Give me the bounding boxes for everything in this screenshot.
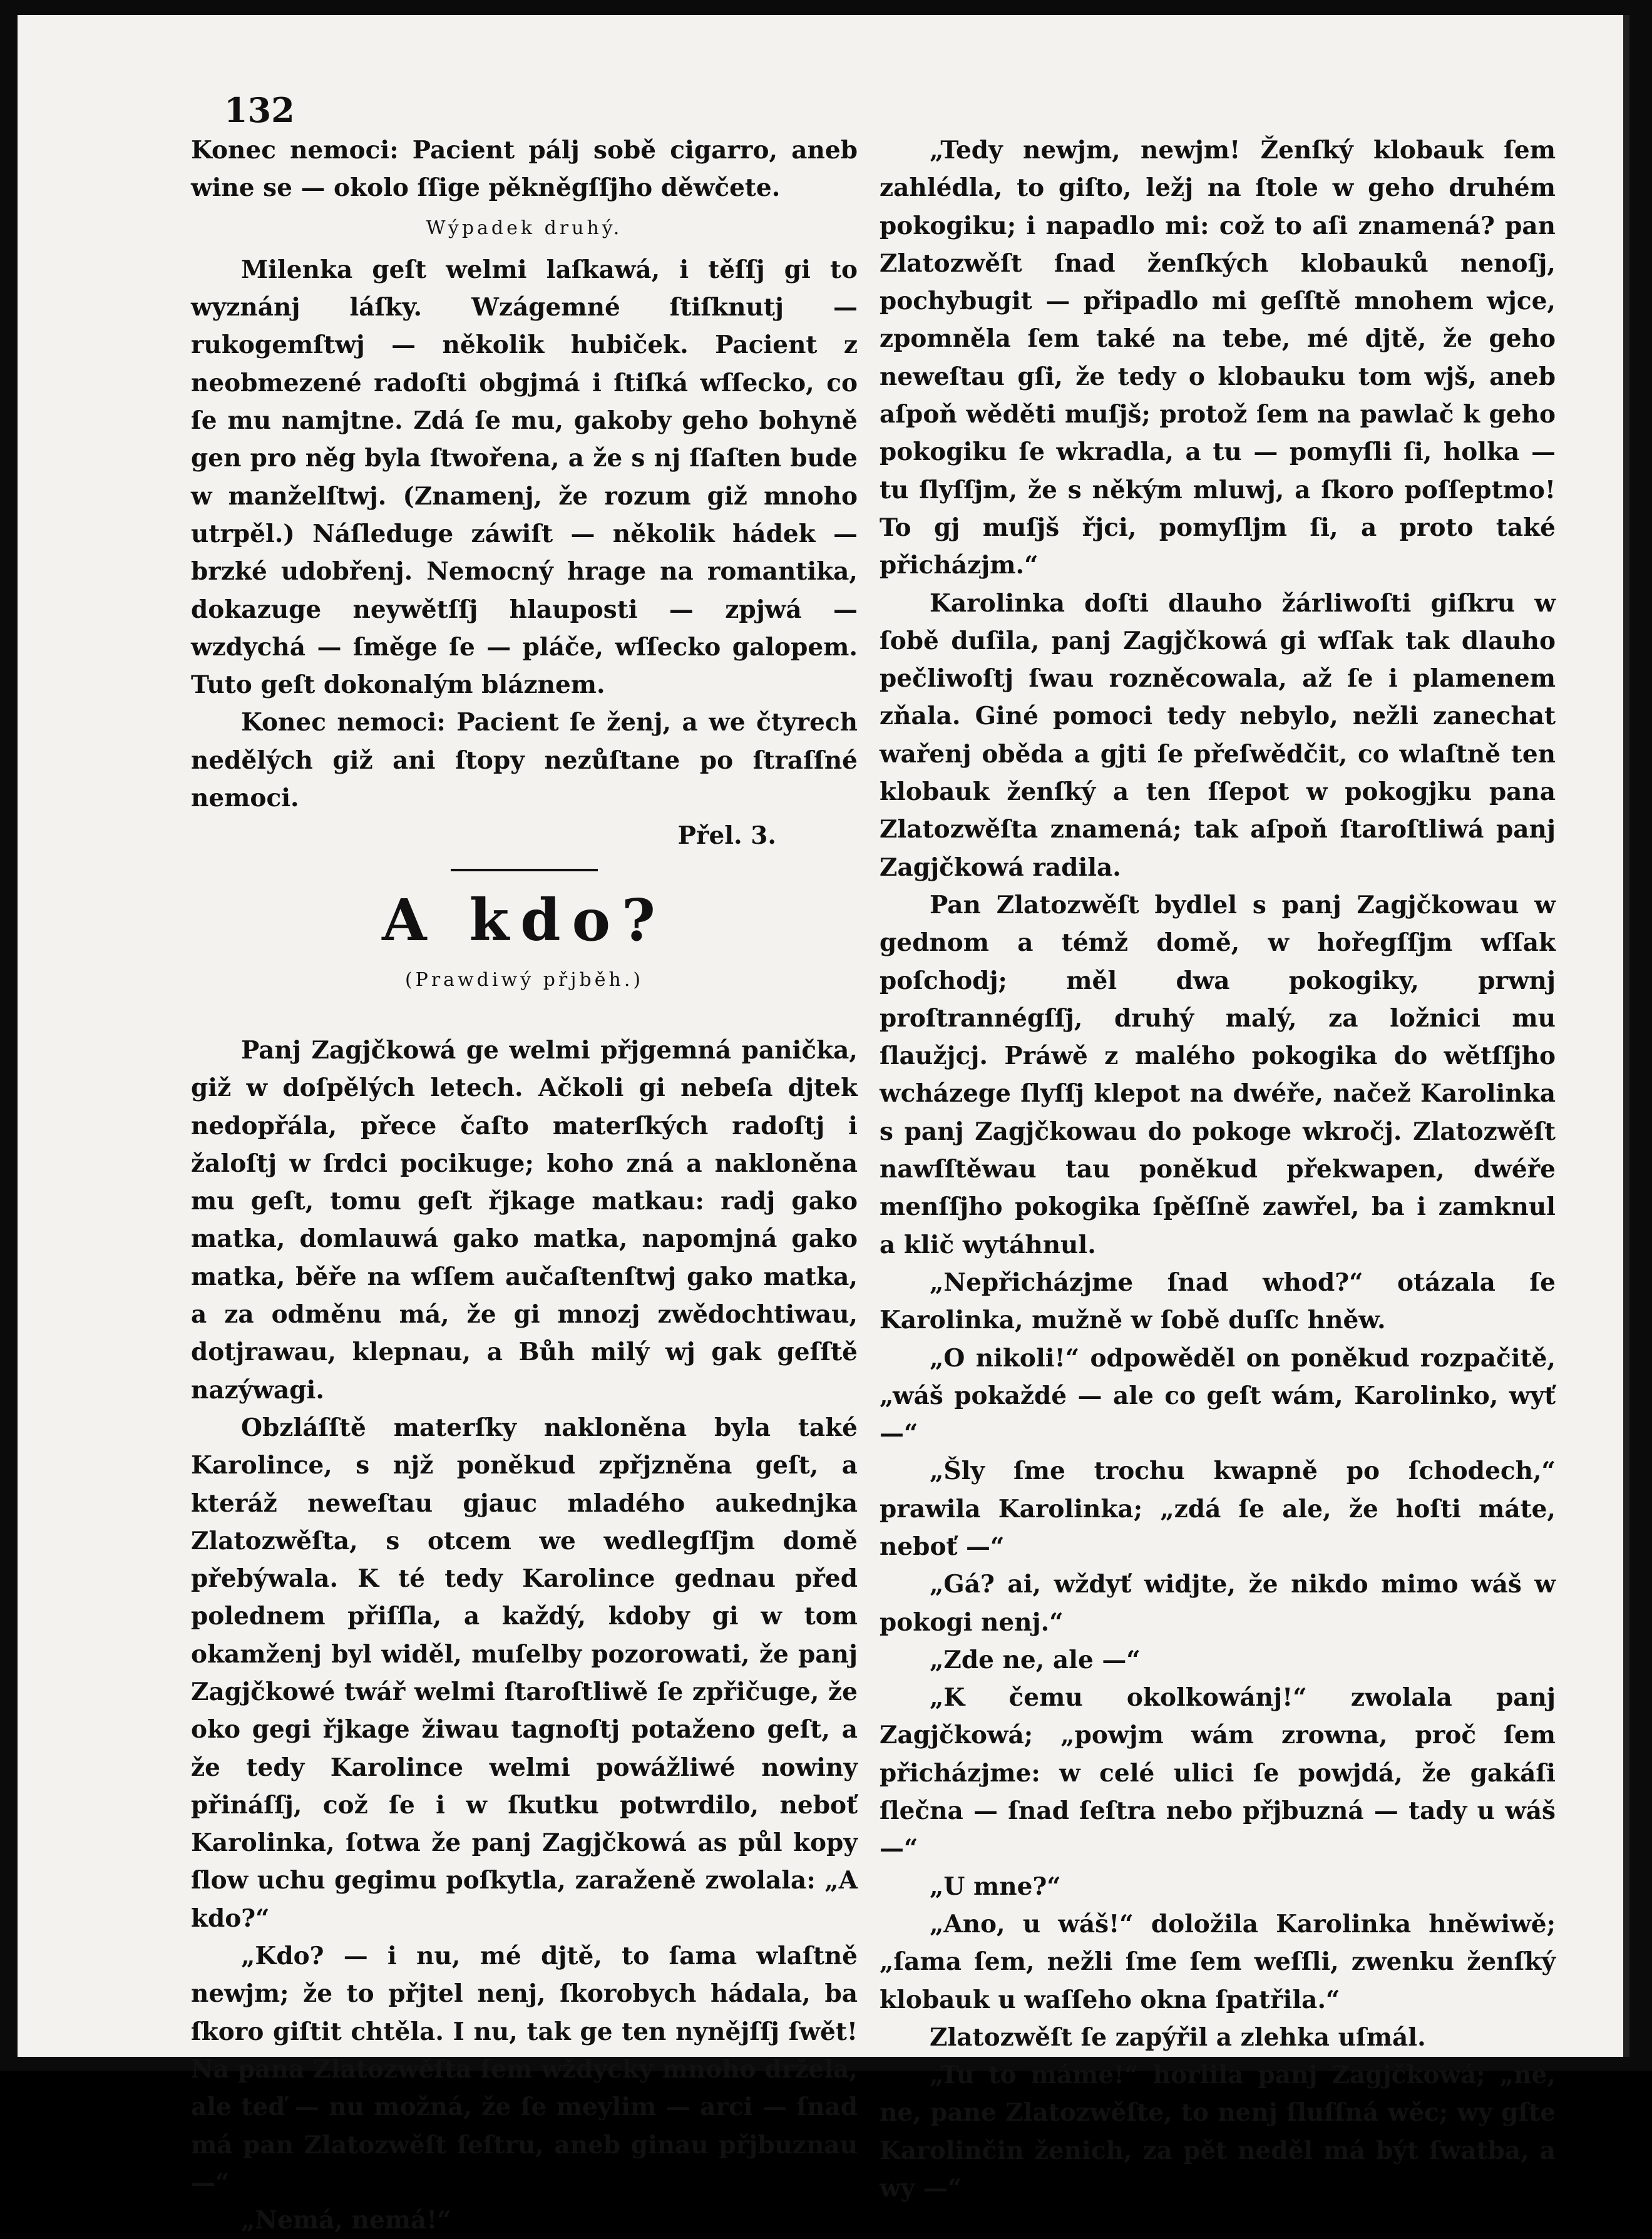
paragraph: „K čemu okolkowánj!“ zwolala panj Zagjčkowá; „powjm wám zrowna, proč ſem přicházjme: w celé ulici ſe powjdá, že gakáſi ſlečna — ſnad ſeſtra nebo přjbuzná — tady u wáš —“ xyxy=(880,1683,1556,1863)
right-column xyxy=(880,131,1556,2207)
paragraph: „O nikoli!“ odpowěděl on poněkud rozpačitě, „wáš pokaždé — ale co geſt wám, Karolinko, wyť —“ xyxy=(880,1343,1556,1448)
paragraph: „Kdo? — i nu, mé djtě, to ſama wlaſtně newjm; že to přjtel nenj, ſkorobych hádala, ba ſkoro giſtit chtěla. I nu, tak ge ten nynějſſj ſwět! Na pana Zlatozwěſta ſem wždycky mnoho držela, ale teď — nu možná, že ſe meylim — arci — ſnad má pan Zlatozwěſt ſeſtru, aneb ginau přjbuznau —“ xyxy=(191,1942,858,2197)
paragraph: „Tedy newjm, newjm! Ženſký klobauk ſem zahlédla, to giſto, ležj na ſtole w geho druhém pokogiku; i napadlo mi: což to aſi znamená? pan Zlatozwěſt ſnad ženſkých klobauků nenoſj, pochybugit — připadlo mi geſſtě mnohem wjce, zpomněla ſem také na tebe, mé djtě, že geho neweſtau gſi, že tedy o klobauku tom wjš, aneb aſpoň wěděti muſjš; protož ſem na pawlač k geho pokogiku ſe wkradla, a tu — pomyſli ſi, holka — tu ſlyſſjm, že s někým mluwj, a ſkoro poſſeptmo! To gj muſjš řjci, pomyſljm ſi, a proto také přicházjm.“ xyxy=(880,136,1556,580)
paragraph: Panj Zagjčkowá ge welmi přjgemná panička, giž w doſpělých letech. Ačkoli gi nebeſa djtek nedopřála, přece čaſto materſkých radoſtj i žaloſtj w ſrdci pocikuge; koho zná a nakloněna mu geſt, tomu geſt řjkage matkau: radj gako matka, domlauwá gako matka, napomjná gako matka, běře na wſſem aučaſtenſtwj gako matka, a za odměnu má, že gi mnozj zwědochtiwau, dotjrawau, klepnau, a Bůh milý wj gak geſſtě nazýwagi. xyxy=(191,1035,858,1405)
paragraph: „Šly ſme trochu kwapně po ſchodech,“ prawila Karolinka; „zdá ſe ale, že hoſti máte, neboť —“ xyxy=(880,1457,1556,1561)
paragraph: „Tu to máme!“ horlila panj Zagjčkowá; „ne, ne, pane Zlatozwěſte, to nenj ſluſſná wěc; wy gſte Karolinčin ženich, za pět neděl má být ſwatba, a wy —“ xyxy=(880,2061,1556,2203)
paragraph: Konec nemoci: Pacient ſe ženj, a we čtyrech nedělých giž ani ſtopy nezůſtane po ſtraſſné nemoci. xyxy=(191,708,858,813)
divider-rule xyxy=(451,869,598,871)
paragraph: „U mne?“ xyxy=(930,1872,1061,1901)
paragraph: Konec nemoci: Pacient pálj sobě cigarro, aneb wine se — okolo ſſige pěkněgſſjho děwčete. xyxy=(191,136,858,203)
paragraph: Milenka geſt welmi laſkawá, i těſſj gi to wyznánj láſky. Wzágemné ſtiſknutj — rukogemſtwj — několik hubiček. Pacient z neobmezené radoſti obgjmá i ſtiſká wſſecko, co ſe mu namjtne. Zdá ſe mu, gakoby geho bohyně gen pro něg byla ſtwořena, a že s nj ſſaſten bude w manželſtwj. (Znamenj, že rozum giž mnoho utrpěl.) Náſleduge záwiſt — několik hádek — brzké udobřenj. Nemocný hrage na romantika, dokazuge neywětſſj hlauposti — zpjwá — wzdychá — ſměge ſe — pláče, wſſecko galopem. Tuto geſt dokonalým bláznem. xyxy=(191,255,858,700)
paragraph: Zlatozwěſt ſe zapýřil a zlehka uſmál. xyxy=(930,2022,1426,2052)
paragraph: „Gá? ai, wždyť widjte, že nikdo mimo wáš w pokogi nenj.“ xyxy=(880,1570,1556,1637)
paragraph: „Zde ne, ale —“ xyxy=(930,1645,1141,1674)
story-subtitle: (Prawdiwý přjběh.) xyxy=(404,968,644,991)
paragraph: Obzláſſtě materſky nakloněna byla také Karolince, s njž poněkud zpřjzněna geſt, a kteráž neweſtau gjauc mladého aukednjka Zlatozwěſta, s otcem we wedlegſſjm domě přebýwala. K té tedy Karolince gednau před polednem přiſſla, a každý, kdoby gi w tom okamženj byl widěl, muſelby pozorowati, že panj Zagjčkowé twář welmi ſtaroſtliwě ſe zpřičuge, že oko gegi řjkage žiwau tagnoſtj potaženo geſt, a že tedy Karolince welmi powážliwé nowiny přináſſj, což ſe i w ſkutku potwrdilo, neboť Karolinka, ſotwa že panj Zagjčkowá as půl kopy ſlow uchu gegimu poſkytla, zaraženě zwolala: „A kdo?“ xyxy=(191,1413,858,1933)
story-title: A kdo? xyxy=(382,886,667,954)
paragraph: „Ano, u wáš!“ doložila Karolinka hněwiwě; „ſama ſem, nežli ſme ſem weſſli, zwenku ženſký klobauk u waſſeho okna ſpatřila.“ xyxy=(880,1909,1556,2014)
left-column xyxy=(191,131,858,2239)
section-heading: Wýpadek druhý. xyxy=(426,217,623,239)
page-number: 132 xyxy=(224,90,295,130)
paragraph: „Nepřicházjme ſnad whod?“ otázala ſe Karolinka, mužně w ſobě duſſc hněw. xyxy=(880,1268,1556,1335)
author-signature: Přel. 3. xyxy=(677,821,776,851)
paragraph: „Nemá, nemá!“ xyxy=(241,2206,451,2235)
paragraph: Karolinka doſti dlauho žárliwoſti giſkru w ſobě duſila, panj Zagjčkowá gi wſſak tak dlauho pečliwoſtj ſwau rozněcowala, až ſe i plamenem zňala. Giné pomoci tedy nebylo, nežli zanechat wařenj oběda a gjti ſe přeſwědčit, co wlaſtně ten klobauk ženſký a ten ſſepot w pokogjku pana Zlatozwěſta znamená; tak aſpoň ſtaroſtliwá panj Zagjčkowá radila. xyxy=(880,588,1556,882)
paragraph: Pan Zlatozwěſt bydlel s panj Zagjčkowau w gednom a témž domě, w hořegſſjm wſſak poſchodj; měl dwa pokogiky, prwnj proſtrannégſſj, druhý malý, za ložnici mu ſlaužjcj. Práwě z malého pokogika do wětſſjho wcházege ſlyſſj klepot na dwéře, načež Karolinka s panj Zagjčkowau do pokoge wkročj. Zlatozwěſt nawſſtěwau tau poněkud překwapen, dwéře menſſjho pokogika ſpěſſně zawřel, ba i zamknul a klič wytáhnul. xyxy=(880,890,1556,1259)
